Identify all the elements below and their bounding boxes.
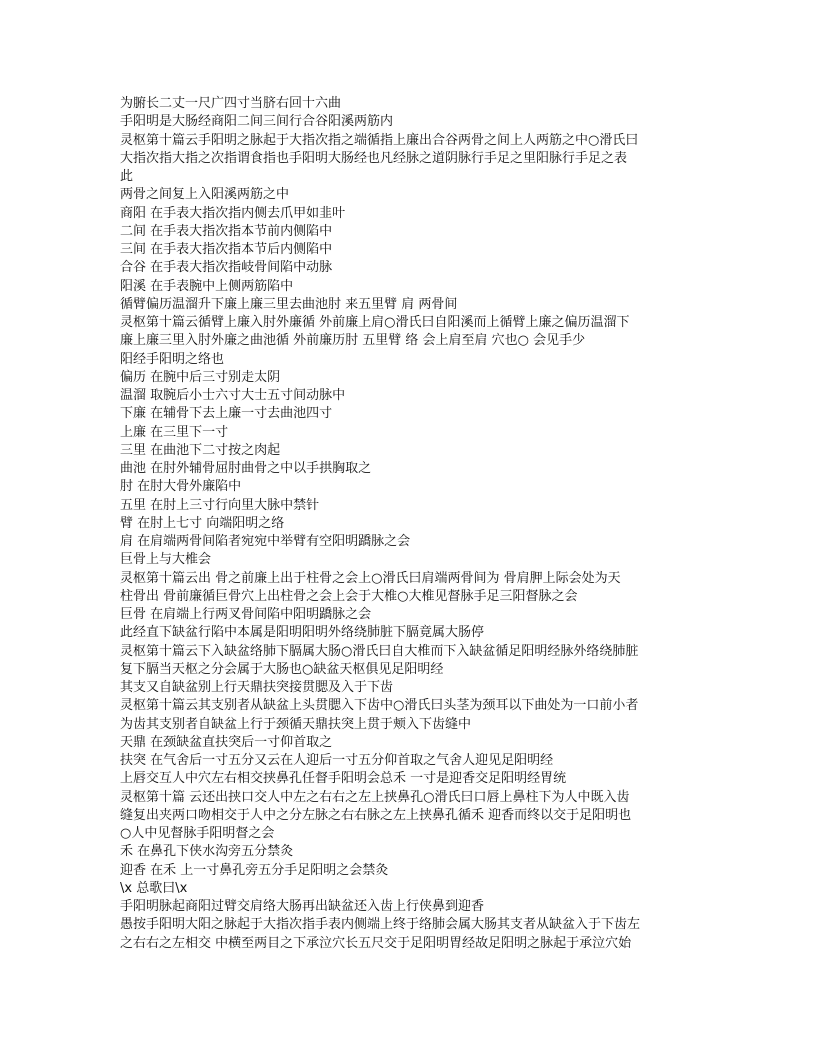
text-line: 此 <box>120 169 134 184</box>
text-line: 灵枢第十篇云其支别者从缺盆上头贯腮入下齿中○滑氏曰头茎为颈耳以下曲处为一口前小者 <box>120 698 639 714</box>
text-line: 之右右之左相交 中横至两目之下承泣穴长五尺交于足阳明胃经故足阳明之脉起于承泣穴始 <box>120 935 632 951</box>
text-line: 循臂偏历温溜升下廉上廉三里去曲池肘 来五里臂 肩 两骨间 <box>120 296 458 312</box>
text-line: 下廉 在辅骨下去上廉一寸去曲池四寸 <box>120 406 333 422</box>
text-line: 为腑长二丈一尺广四寸当脐右回十六曲 <box>120 96 342 111</box>
text-line: 两骨之间复上入阳溪两筋之中 <box>120 187 290 203</box>
text-line: 灵枢第十篇云下入缺盆络肺下膈属大肠○滑氏曰自大椎而下入缺盆循足阳明经脉外络绕肺脏 <box>120 643 639 659</box>
text-line: 肘 在肘大骨外廉陷中 <box>120 479 242 495</box>
text-line: 扶突 在气舍后一寸五分又云在人迎后一寸五分仰首取之气舍人迎见足阳明经 <box>120 753 554 768</box>
text-line: 巨骨 在肩端上行两叉骨间陷中阳明蹻脉之会 <box>120 607 372 622</box>
text-line: 阳溪 在手表腕中上侧两筋陷中 <box>120 278 294 294</box>
text-line: 合谷 在手表大指次指岐骨间陷中动脉 <box>120 260 333 276</box>
text-line: 上廉 在三里下一寸 <box>120 424 229 440</box>
text-line: 大指次指大指之次指谓食指也手阳明大肠经也凡经脉之道阴脉行手足之里阳脉行手足之表 <box>120 150 628 166</box>
document-page <box>120 95 720 953</box>
text-line: 五里 在肘上三寸行向里大脉中禁针 <box>120 497 320 513</box>
text-line: 灵枢第十篇云手阳明之脉起于大指次指之端循指上廉出合谷两骨之间上人两筋之中○滑氏曰 <box>120 132 639 148</box>
text-line: 曲池 在肘外辅骨屈肘曲骨之中以手拱胸取之 <box>120 461 372 476</box>
text-line: 上唇交互人中穴左右相交挟鼻孔任督手阳明会总禾 一寸是迎香交足阳明经胃统 <box>120 771 567 787</box>
text-line: 巨骨上与大椎会 <box>120 552 212 568</box>
text-line: 肩 在肩端两骨间陷者宛宛中举臂有空阳明蹻脉之会 <box>120 534 411 549</box>
text-line: 灵枢第十篇 云还出挟口交人中左之右右之左上挟鼻孔○滑氏曰口唇上鼻柱下为人中既入齿 <box>120 789 630 805</box>
text-line: 为齿其支别者自缺盆上行于颈循天鼎扶突上贯于颊入下齿缝中 <box>120 716 472 732</box>
text-line: 三间 在手表大指次指本节后内侧陷中 <box>120 242 333 257</box>
text-line: 手阳明是大肠经商阳二间三间行合谷阳溪两筋内 <box>120 114 394 130</box>
text-line: ○人中见督脉手阳明督之会 <box>120 826 275 841</box>
text-line: 其支又自缺盆别上行天鼎扶突接贯腮及入于下齿 <box>120 680 394 695</box>
text-line: 温溜 取腕后小士六寸大士五寸间动脉中 <box>120 388 346 403</box>
text-line: 偏历 在腕中后三寸别走太阴 <box>120 369 281 385</box>
text-line: 手阳明脉起商阳过臂交肩络大肠再出缺盆还入齿上行侠鼻到迎香 <box>120 899 485 914</box>
text-line: 愚按手阳明大阳之脉起于大指次指手表内侧端上终于络肺会属大肠其支者从缺盆入于下齿左 <box>120 917 641 933</box>
text-line: 臂 在肘上七寸 向端阳明之络 <box>120 515 285 531</box>
text-line: 二间 在手表大指次指本节前内侧陷中 <box>120 223 333 239</box>
text-line: 天鼎 在颈缺盆直扶突后一寸仰首取之 <box>120 734 333 750</box>
text-line: 柱骨出 骨前廉循巨骨穴上出柱骨之会上会于大椎○大椎见督脉手足三阳督脉之会 <box>120 588 578 604</box>
text-line: \x 总歌曰\x <box>120 880 188 896</box>
text-line: 廉上廉三里入肘外廉之曲池循 外前廉历肘 五里臂 络 会上肩至肩 穴也○ 会见手少 <box>120 333 586 349</box>
text-line: 三里 在曲池下二寸按之肉起 <box>120 442 281 458</box>
text-line: 禾 在鼻孔下侠水沟旁五分禁灸 <box>120 844 294 860</box>
text-line: 灵枢第十篇云循臂上廉入肘外廉循 外前廉上肩○滑氏曰自阳溪而上循臂上廉之偏历温溜下 <box>120 315 630 330</box>
text-line: 灵枢第十篇云出 骨之前廉上出于柱骨之会上○滑氏曰肩端两骨间为 骨肩胛上际会处为天 <box>120 570 621 586</box>
text-line: 商阳 在手表大指次指内侧去爪甲如韭叶 <box>120 205 346 221</box>
text-line: 阳经手阳明之络也 <box>120 351 225 367</box>
text-line: 缝复出夹两口吻相交于人中之分左脉之右右脉之左上挟鼻孔循禾 迎香而终以交于足阳明也 <box>120 807 632 823</box>
text-line: 此经直下缺盆行陷中本属是阳明阳明外络绕肺脏下膈竟属大肠停 <box>120 625 485 641</box>
text-line: 迎香 在禾 上一寸鼻孔旁五分手足阳明之会禁灸 <box>120 862 389 878</box>
text-line: 复下膈当天枢之分会属于大肠也○缺盆天枢俱见足阳明经 <box>120 661 444 677</box>
